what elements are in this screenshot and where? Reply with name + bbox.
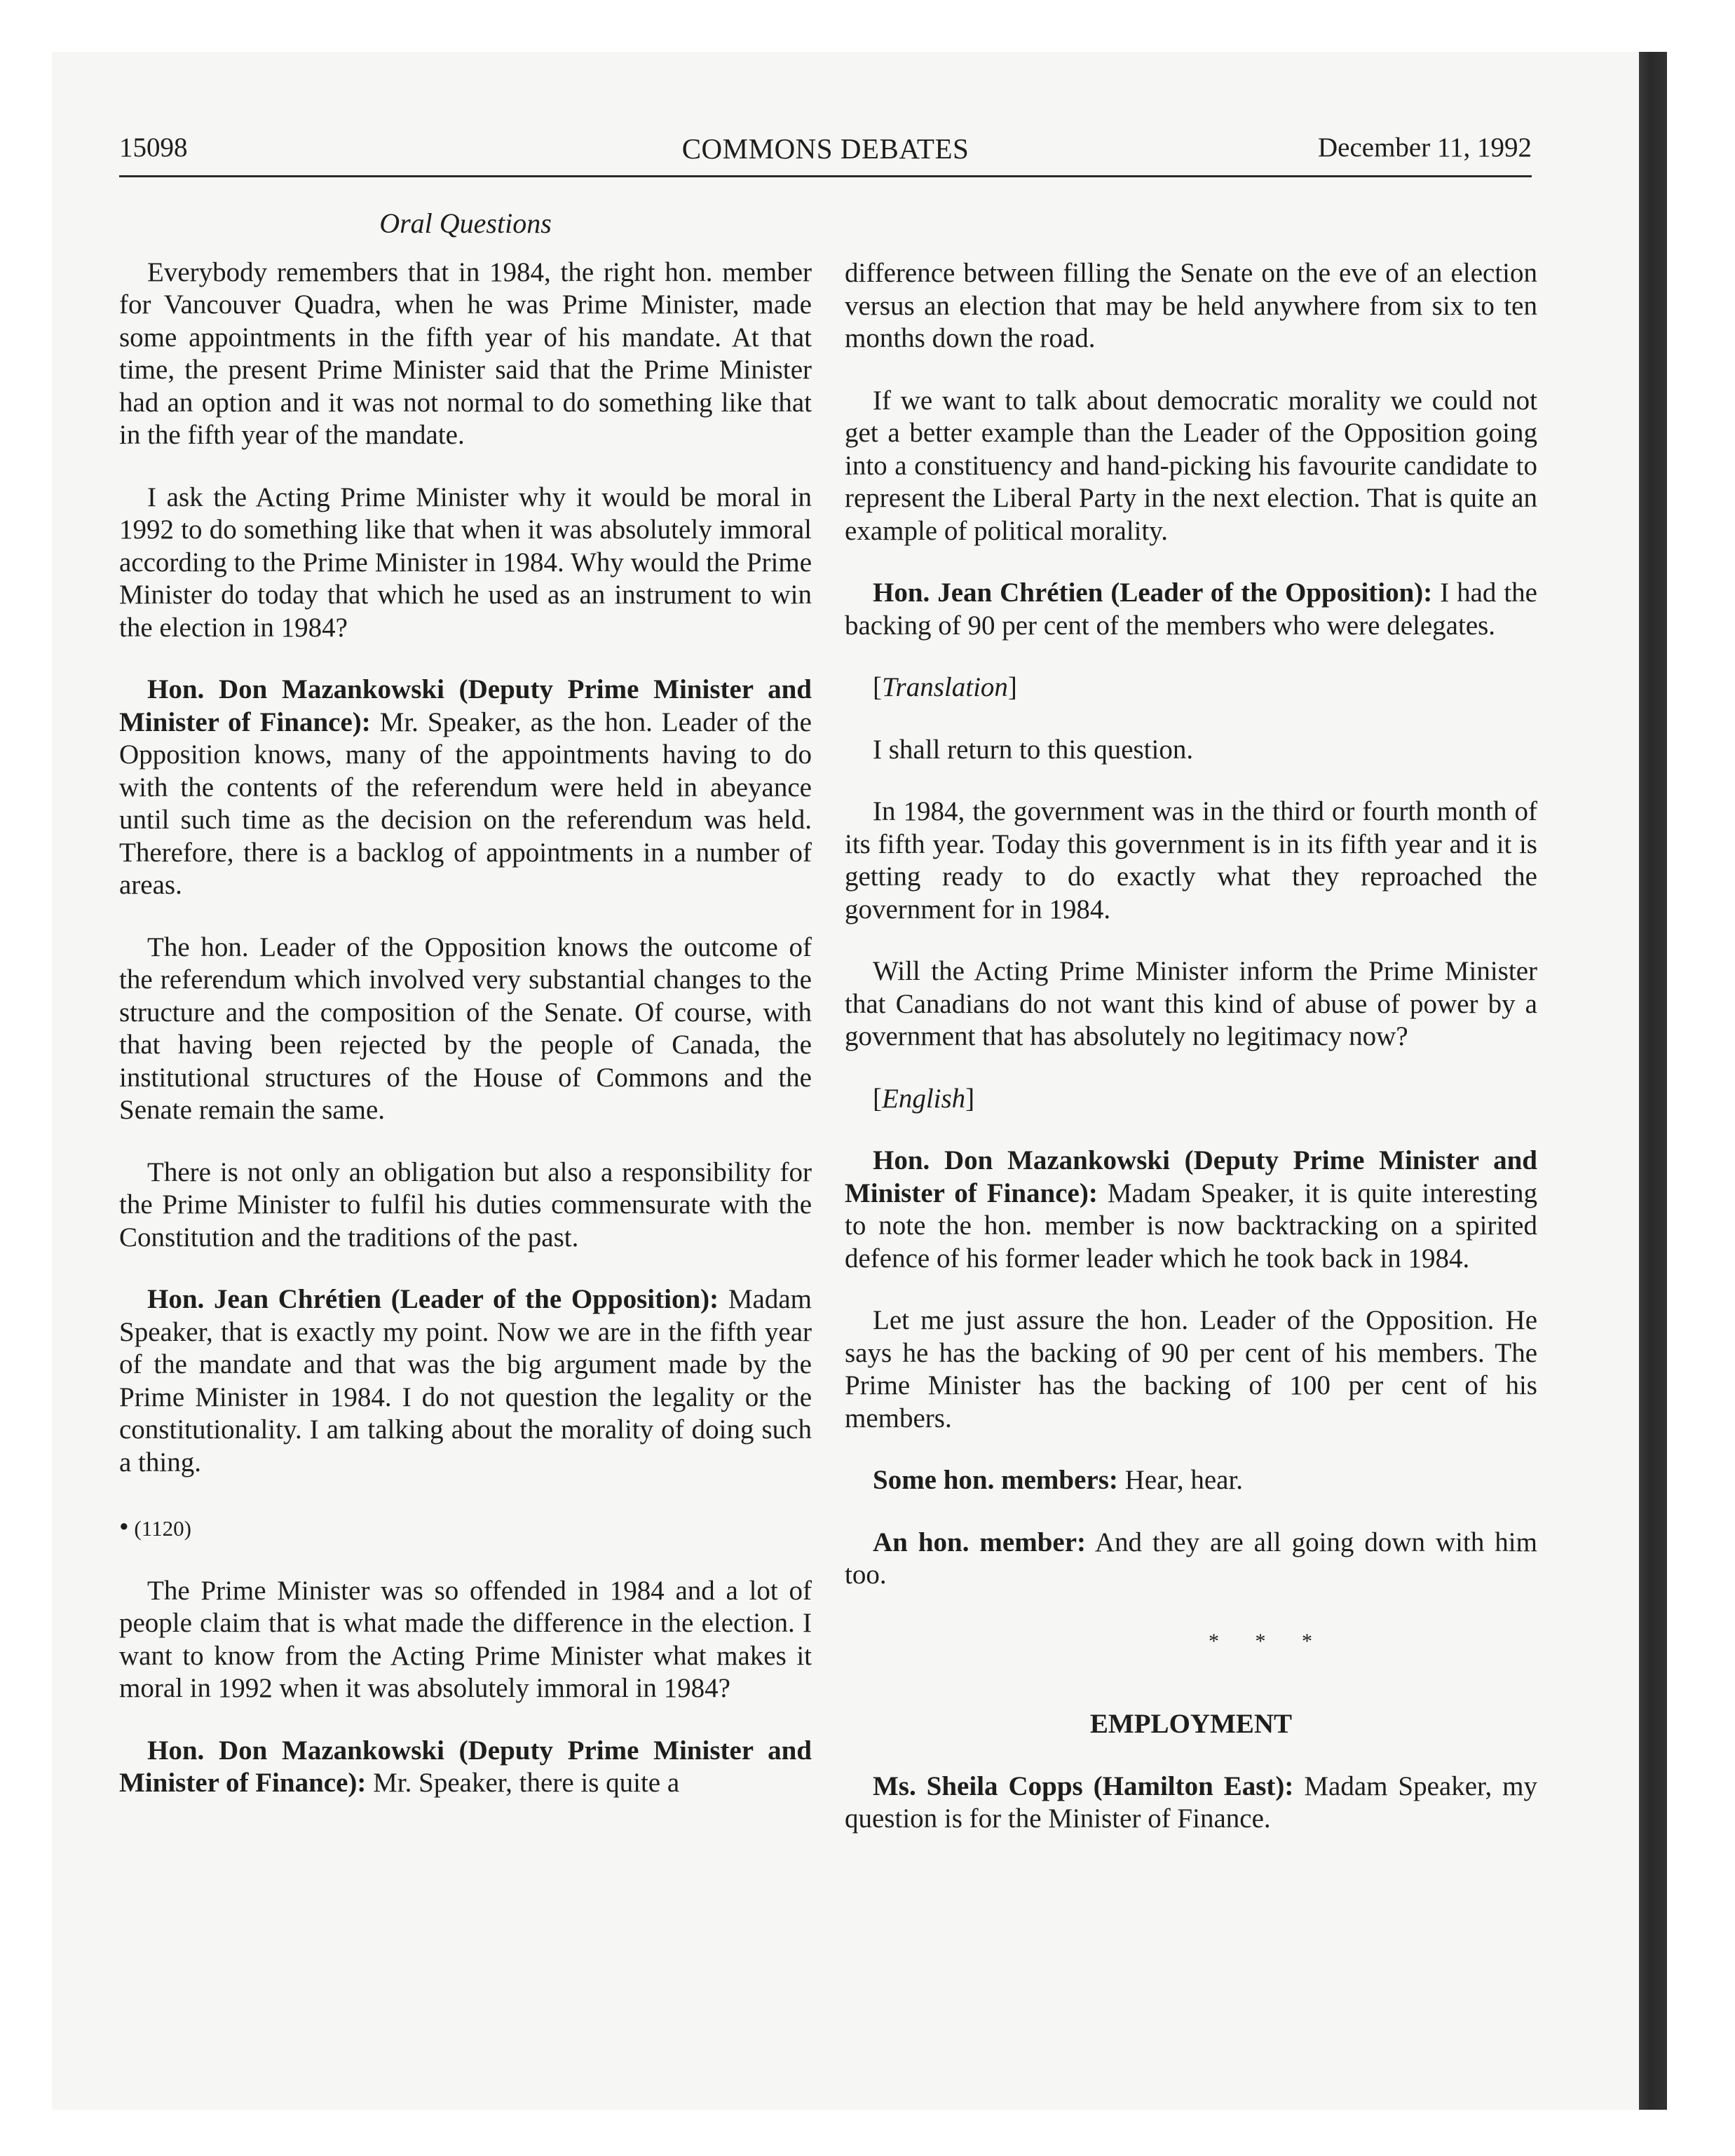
paragraph: I ask the Acting Prime Minister why it would be moral in 1992 to do something like that when it was absolutely immoral according to the Prime Minister in 1984. Why would the Prime Minister do today that which he used as an instrument to win the election in 1984? [119,482,812,643]
page-header [119,132,1532,174]
header-rule [119,175,1532,177]
paragraph: Everybody remembers that in 1984, the right hon. member for Vancouver Quadra, when he was Prime Minister, made some appointments in the fifth year of his mandate. At that time, the present Prime Minister said that the Prime Minister had an option and it was not normal to do something like that in the fifth year of the mandate. [119,257,812,450]
language-tag-text: Translation [882,672,1008,702]
speech-text: Madam Speaker, that is exactly my point. Now we are in the fifth year of the mandate and that was the big argument made by the Prime Minister in 1984. I do not question the legality or the constitutionality. I am talking about the morality of doing such a thing. [119,1284,812,1478]
page-edge-shadow [1639,52,1667,2110]
section-separator: * * * [1209,1629,1328,1653]
language-tag: [English] [873,1083,975,1114]
speech-text: Mr. Speaker, there is quite a [366,1768,680,1798]
paragraph: In 1984, the government was in the third or fourth month of its fifth year. Today this government is in its fifth year and it is getting ready to do exactly what they reproached the government for in 1984. [845,796,1537,925]
speech-text: Madam Speaker, my question is for the Minister of Finance. [845,1770,1537,1834]
paragraph [845,1464,1537,1497]
speaker-name: Some hon. members: [873,1465,1118,1495]
paragraph [119,1735,812,1800]
section-title: Oral Questions [379,207,552,239]
paragraph [845,1527,1537,1592]
speaker-name: Hon. Don Mazankowski (Deputy Prime Minister and Minister of Finance): [119,674,812,737]
speech-text: And they are all going down with him too. [845,1527,1537,1590]
paragraph: Let me just assure the hon. Leader of the Opposition. He says he has the backing of 90 per cent of his members. The Prime Minister has the backing of 100 per cent of his members. [845,1305,1537,1433]
speaker-name: Hon. Jean Chrétien (Leader of the Opposition): [147,1284,719,1314]
language-tag-text: English [882,1083,966,1114]
language-tag: [Translation] [873,672,1017,702]
paragraph [845,577,1537,642]
left-column [119,207,812,1800]
paragraph: The hon. Leader of the Opposition knows the outcome of the referendum which involved very substantial changes to the structure and the composition of the Senate. Of course, with that having been rejected by the people of Canada, the institutional structures of the House of Commons and the Senate remain the same. [119,932,812,1125]
paragraph [119,1283,812,1479]
bullet-icon: • [119,1512,129,1542]
speech-text: I had the backing of 90 per cent of the members who were delegates. [845,578,1537,641]
speaker-name: Hon. Jean Chrétien (Leader of the Opposition): [873,578,1433,608]
speaker-name: Ms. Sheila Copps (Hamilton East): [873,1770,1294,1801]
paragraph: I shall return to this question. [873,734,1194,765]
speech-text: Madam Speaker, it is quite interesting to note the hon. member is now backtracking on a spirited defence of his former leader which he took back in 1984. [845,1178,1537,1274]
paragraph [845,1145,1537,1275]
section-heading: EMPLOYMENT [1089,1709,1293,1739]
speaker-name: Hon. Don Mazankowski (Deputy Prime Minister and Minister of Finance): [119,1735,812,1798]
speaker-name: An hon. member: [873,1527,1086,1557]
paragraph: Will the Acting Prime Minister inform the Prime Minister that Canadians do not want this kind of abuse of power by a government that has absolutely no legitimacy now? [845,956,1537,1051]
paragraph: The Prime Minister was so offended in 1984 and a lot of people claim that is what made the difference in the election. I want to know from the Acting Prime Minister what makes it moral in 1992 when it was absolutely immoral in 1984? [119,1575,812,1703]
speech-text: Hear, hear. [1117,1465,1244,1495]
paragraph: difference between filling the Senate on the eve of an election versus an election that may be held anywhere from six to ten months down the road. [845,258,1537,353]
right-column [845,257,1537,1836]
paragraph: There is not only an obligation but also a responsibility for the Prime Minister to fulfil his duties commensurate with the Constitution and the traditions of the past. [119,1157,812,1253]
paragraph [119,674,812,902]
paragraph [845,1770,1537,1836]
page-date: December 11, 1992 [1317,132,1532,163]
speech-text: Mr. Speaker, as the hon. Leader of the Opposition knows, many of the appointments having to do with the contents of the referendum were held in abeyance until such time as the decision on the referendum was held. Therefore, there is a backlog of appointments in a number of areas. [119,707,812,900]
publication-title: COMMONS DEBATES [681,132,969,165]
paragraph: If we want to talk about democratic morality we could not get a better example than the Leader of the Opposition going into a constituency and hand-picking his favourite candidate to represent the Liberal Party in the next election. That is quite an example of political morality. [845,385,1537,546]
speaker-name: Hon. Don Mazankowski (Deputy Prime Minister and Minister of Finance): [845,1145,1537,1208]
page-number: 15098 [119,132,188,163]
time-marker [119,1511,812,1546]
time-marker-text: (1120) [134,1516,191,1541]
